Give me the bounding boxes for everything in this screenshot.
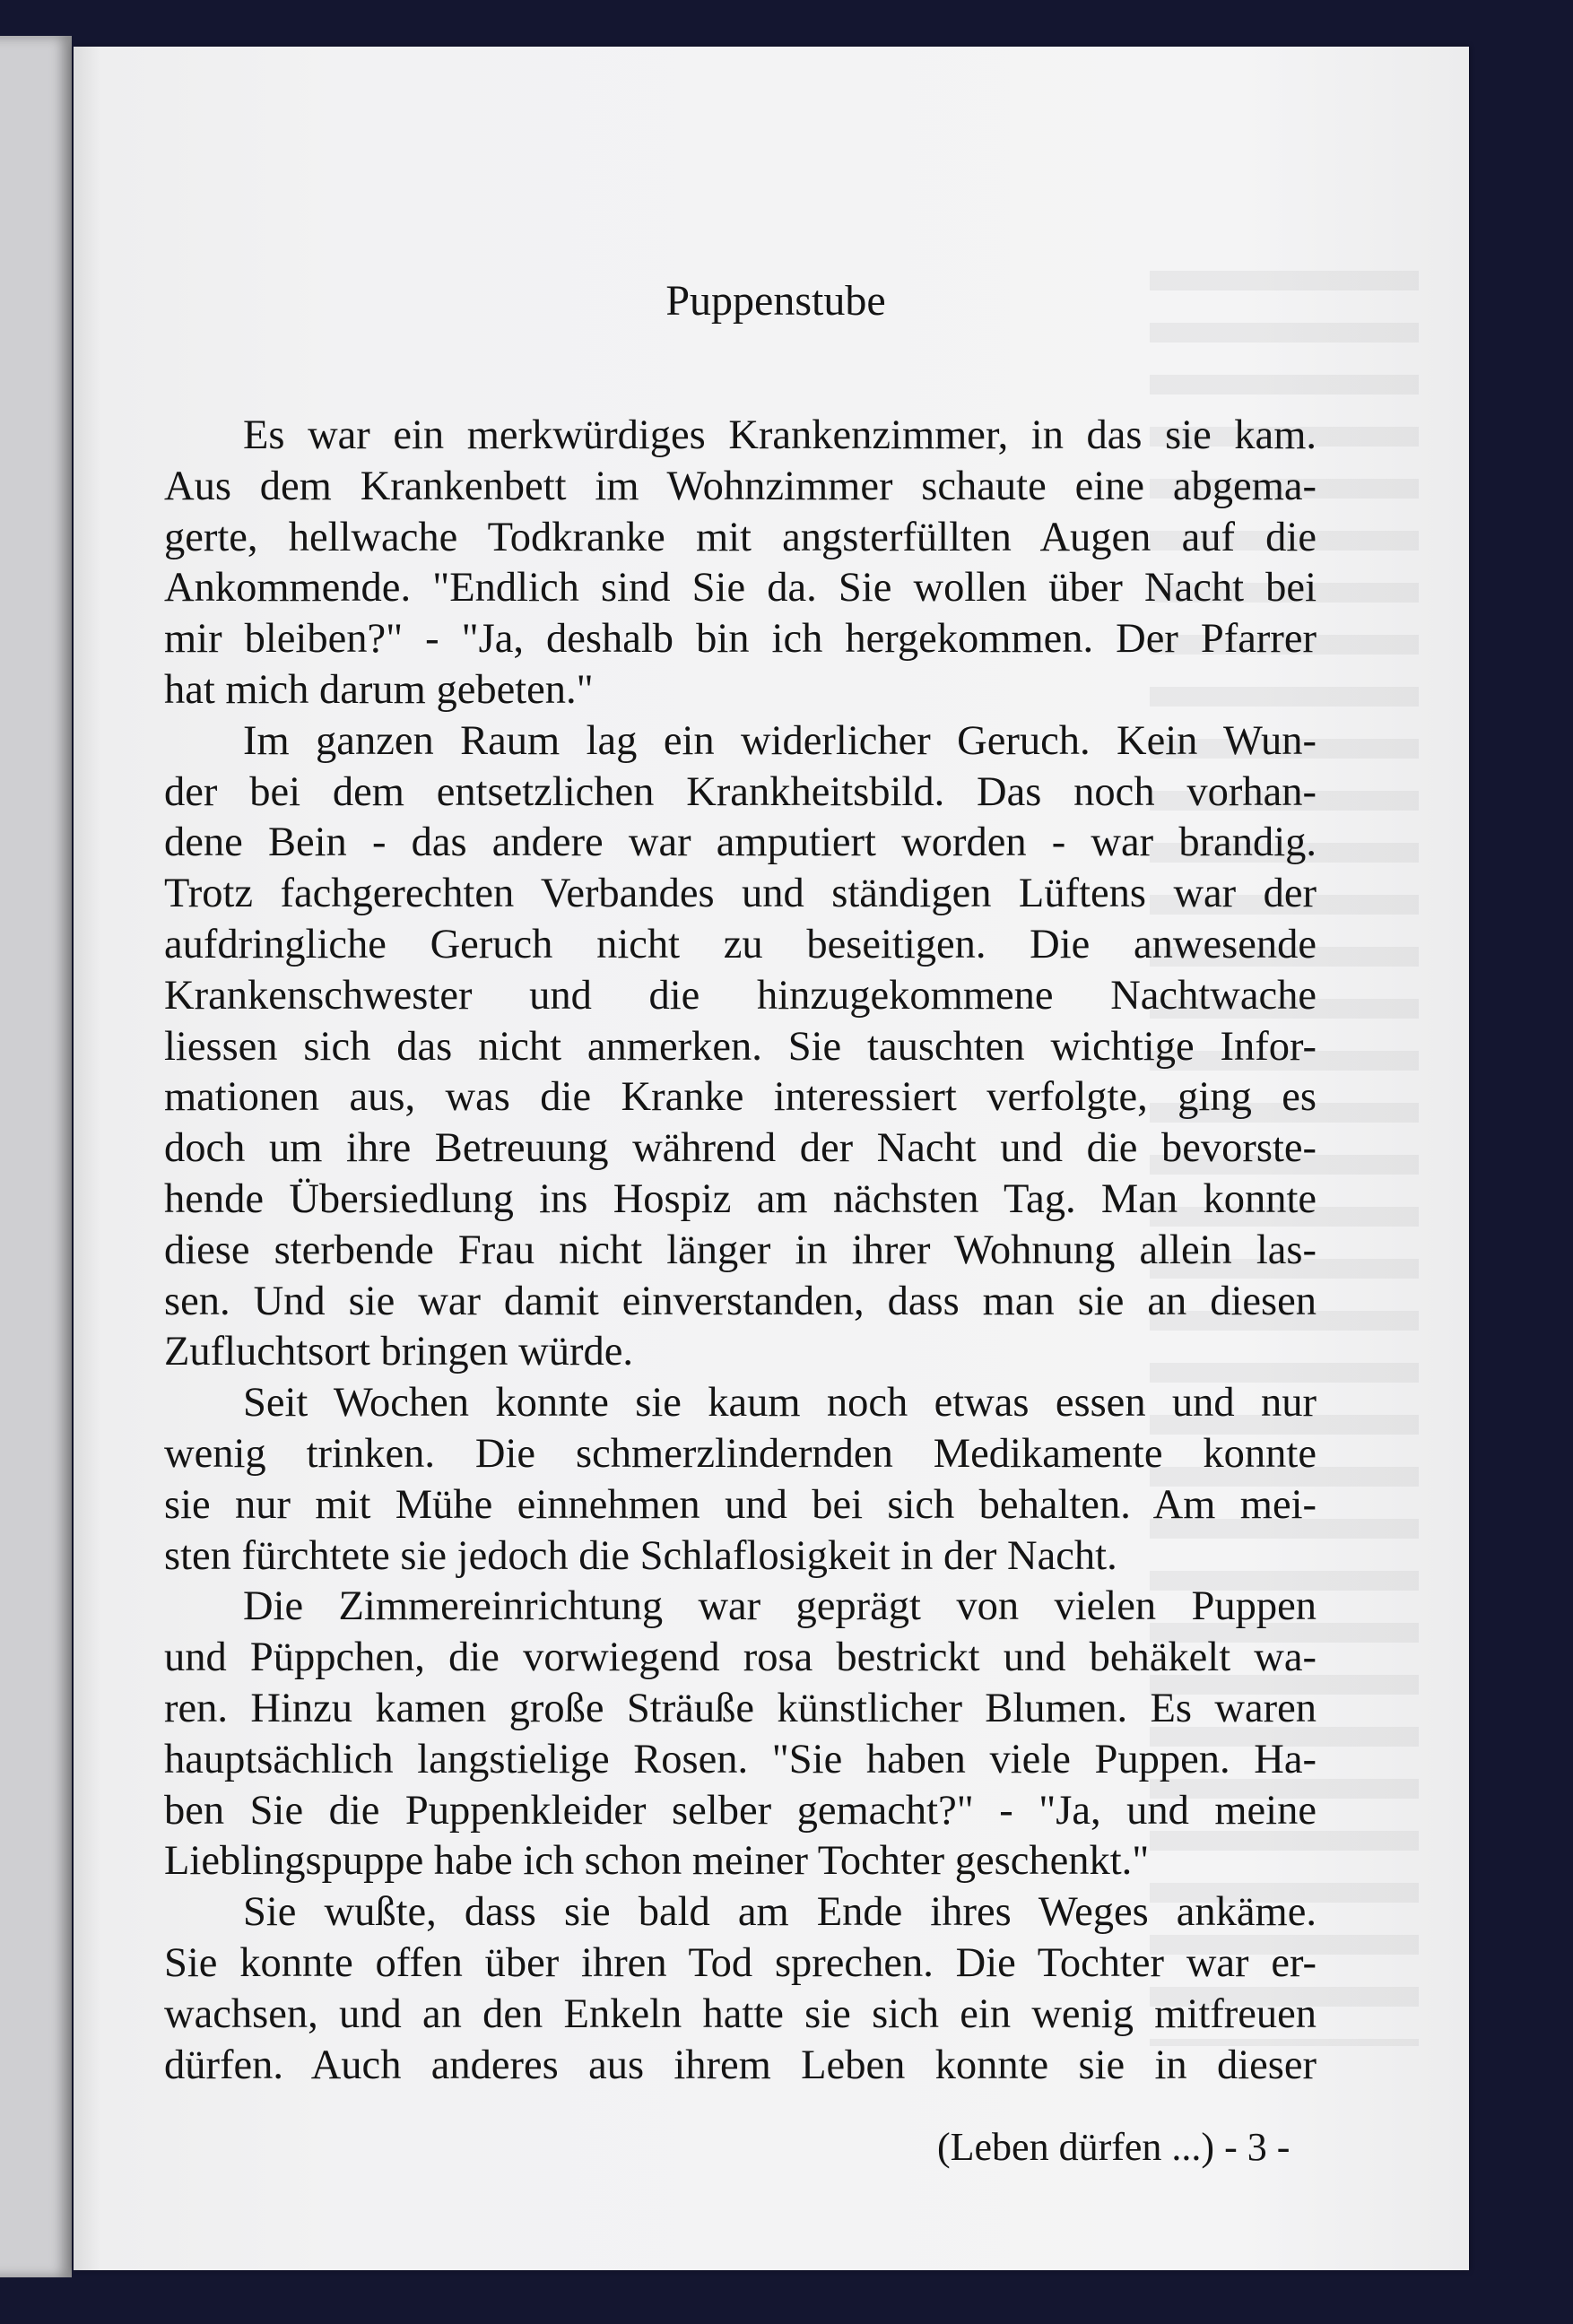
text-line: mir bleiben?" - "Ja, deshalb bin ich hergekommen. Der Pfarrer [164,616,1317,663]
page-title: Puppenstube [665,277,886,325]
text-line: dene Bein - das andere war amputiert worden - war brandig. [164,819,1317,866]
text-line: hende Übersiedlung ins Hospiz am nächsten Tag. Man konnte [164,1175,1317,1222]
text-line: ben Sie die Puppenkleider selber gemacht?" - "Ja, und meine [164,1787,1317,1834]
text-line: gerte, hellwache Todkranke mit angsterfüllten Augen auf die [164,514,1317,560]
text-line: der bei dem entsetzlichen Krankheitsbild. Das noch vorhan- [164,768,1317,815]
text-line: sten fürchtete sie jedoch die Schlaflosigkeit in der Nacht. [164,1532,1117,1579]
text-line: sen. Und sie war damit einverstanden, dass man sie an diesen [164,1278,1317,1324]
text-line: ren. Hinzu kamen große Sträuße künstlicher Blumen. Es waren [164,1685,1317,1731]
text-line: wachsen, und an den Enkeln hatte sie sich ein wenig mitfreuen [164,1990,1317,2037]
text-line: Seit Wochen konnte sie kaum noch etwas essen und nur [243,1380,1317,1426]
text-line: Sie wußte, dass sie bald am Ende ihres Weges ankäme. [243,1889,1317,1936]
text-line: Krankenschwester und die hinzugekommene Nachtwache [164,972,1317,1019]
text-line: Trotz fachgerechten Verbandes und ständigen Lüftens war der [164,871,1317,917]
facing-page-edge [0,36,72,2277]
text-line: dürfen. Auch anderes aus ihrem Leben konnte sie in dieser [164,2042,1317,2088]
text-line: Sie konnte offen über ihren Tod sprechen. Die Tochter war er- [164,1939,1317,1986]
text-line: Lieblingspuppe habe ich schon meiner Tochter geschenkt." [164,1838,1150,1885]
text-line: diese sterbende Frau nicht länger in ihrer Wohnung allein las- [164,1227,1317,1273]
text-line: Ankommende. "Endlich sind Sie da. Sie wollen über Nacht bei [164,565,1317,611]
text-line: Aus dem Krankenbett im Wohnzimmer schaute eine abgema- [164,463,1317,509]
text-line: mationen aus, was die Kranke interessiert verfolgte, ging es [164,1074,1317,1121]
text-line: Zufluchtsort bringen würde. [164,1329,633,1375]
text-line: und Püppchen, die vorwiegend rosa bestrickt und behäkelt wa- [164,1635,1317,1681]
text-line: Es war ein merkwürdiges Krankenzimmer, in das sie kam. [243,412,1317,458]
text-line: sie nur mit Mühe einnehmen und bei sich behalten. Am mei- [164,1481,1317,1528]
page-footer: (Leben dürfen ...) - 3 - [937,2125,1291,2169]
text-line: Die Zimmereinrichtung war geprägt von vielen Puppen [243,1583,1317,1630]
text-line: Im ganzen Raum lag ein widerlicher Geruch. Kein Wun- [243,717,1317,764]
text-line: doch um ihre Betreuung während der Nacht und die bevorste- [164,1125,1317,1172]
body-text [164,411,1317,2091]
text-line: hat mich darum gebeten." [164,666,594,713]
text-line: hauptsächlich langstielige Rosen. "Sie haben viele Puppen. Ha- [164,1736,1317,1782]
text-line: aufdringliche Geruch nicht zu beseitigen. Die anwesende [164,921,1317,967]
text-line: wenig trinken. Die schmerzlindernden Medikamente konnte [164,1430,1317,1477]
text-line: liessen sich das nicht anmerken. Sie tauschten wichtige Infor- [164,1023,1317,1070]
